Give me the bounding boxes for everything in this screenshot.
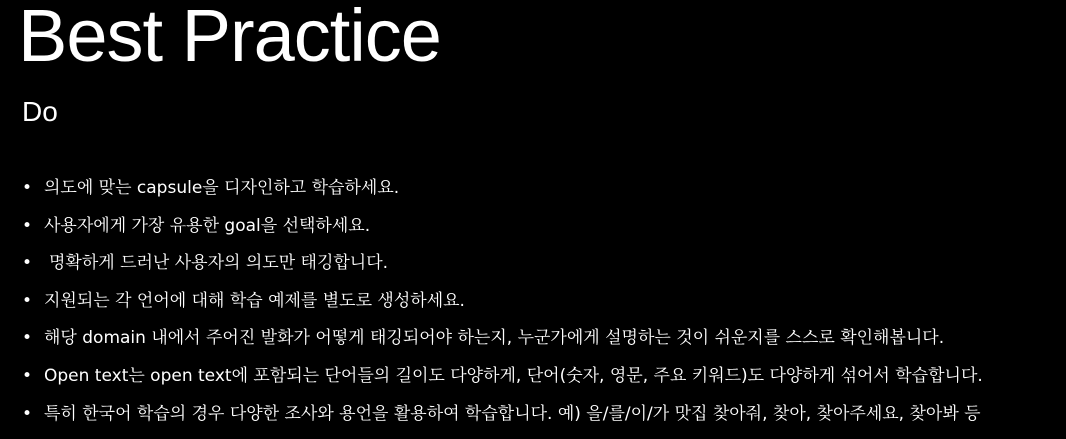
bullet-text: 사용자에게 가장 유용한 goal을 선택하세요.	[44, 215, 371, 236]
bullet-dot-icon: •	[21, 403, 33, 424]
bullet-item	[20, 324, 983, 362]
bullet-dot-icon: •	[21, 178, 33, 198]
bullet-item	[20, 174, 983, 212]
bullet-dot-icon: •	[21, 365, 33, 386]
bullet-item	[20, 400, 983, 438]
bullet-dot-icon: •	[21, 215, 33, 236]
bullet-dot-icon: •	[21, 290, 33, 311]
bullet-item	[20, 249, 983, 287]
bullet-item	[20, 362, 983, 400]
bullet-text: 의도에 맞는 capsule을 디자인하고 학습하세요.	[44, 178, 400, 198]
bullet-text: 명확하게 드러난 사용자의 의도만 태깅합니다.	[49, 253, 389, 274]
bullet-dot-icon: •	[21, 328, 33, 349]
bullet-text: 해당 domain 내에서 주어진 발화가 어떻게 태깅되어야 하는지, 누군가에게 설명하는 것이 쉬운지를 스스로 확인해봅니다.	[44, 328, 945, 349]
bullet-list	[20, 174, 983, 437]
slide-subtitle: Do	[22, 96, 58, 127]
bullet-item	[20, 287, 983, 325]
slide-title: Best Practice	[18, 0, 441, 77]
bullet-item	[20, 212, 983, 250]
bullet-dot-icon: •	[21, 253, 33, 274]
bullet-text: 특히 한국어 학습의 경우 다양한 조사와 용언을 활용하여 학습합니다. 예) 을/를/이/가 맛집 찾아줘, 찾아, 찾아주세요, 찾아봐 등	[44, 403, 981, 424]
bullet-text: Open text는 open text에 포함되는 단어들의 길이도 다양하게, 단어(숫자, 영문, 주요 키워드)도 다양하게 섞어서 학습합니다.	[44, 365, 983, 386]
bullet-text: 지원되는 각 언어에 대해 학습 예제를 별도로 생성하세요.	[44, 290, 465, 311]
